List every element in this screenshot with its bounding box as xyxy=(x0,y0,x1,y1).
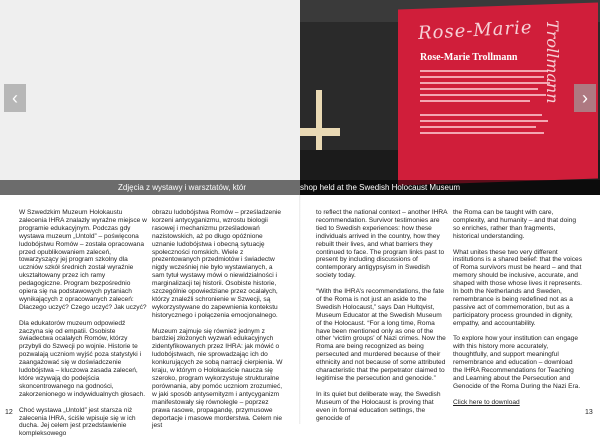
right-column-2 xyxy=(453,209,583,406)
caption-left: Zdjęcia z wystawy i warsztatów, któr xyxy=(118,183,247,192)
paragraph: Muzeum zajmuje się również jednym z bardziej złożonych wyzwań edukacyjnych zidentyfikowanych przez IHRA: jak mówić o ludobójstwach, nie sprowadzając ich do konkurujących ze sobą narracji cierpienia. W kraju, w którym o Holokauście naucza się szeroko, program wykorzystuje strukturalne porównania, aby pomóc uczniom zrozumieć, w jaki sposób antysemityzm i antycyganizm manifestowały się równolegle – poprzez prawa rasowe, propagandę, przymusowe deportacje i masowe morderstwa. Celem nie jest xyxy=(152,327,283,430)
paragraph: To explore how your institution can engage with this history more accurately, thoughtfully, and support meaningful remembrance and education – download the IHRA Recommendations for Teaching and Learning about the Persecution and Genocide of the Roma During the Nazi Era. xyxy=(453,335,581,390)
photo-shelf-post xyxy=(316,90,322,150)
paragraph: “With the IHRA’s recommendations, the fate of the Roma is not just an aside to the Swedish Holocaust,” says Dan Hultqvist, Museum Educator at the Swedish Museum of the Holocaust. “For a long time, Roma have been mentioned only as one of the other ‘victim groups’ of Nazi crimes. Now the Roma are being recognized as being persecuted and murdered because of their ethnicity and not because of some attributed characteristic that the perpetrator claimed to legitimise the persecution and genocide.” xyxy=(316,288,446,383)
paragraph: Dla edukatorów muzeum odpowiedź zaczyna się od empatii. Osobiste świadectwa ocalałych Romów, którzy przybyli do Szwecji po wojnie. Historie te pozwalają uczniom wyjść poza statystyki i zaangażować się w doświadczenie ludobójstwa – kluczowa zasada zaleceń, które wzywają do podejścia skoncentrowanego na godności, zakorzenionego w indywidualnych głosach. xyxy=(19,319,146,398)
page-number-right: 13 xyxy=(585,409,593,416)
exhibition-photo xyxy=(300,0,600,195)
paragraph: to reflect the national context – another IHRA recommendation. Survivor testimonies are tied to Swedish experiences: how these individuals arrived in the country, how they rebuilt their lives, and what barriers they continued to face. The program links past to present by including discussions of contemporary antigypsyism in Swedish society today. xyxy=(316,209,448,280)
panel-name: Rose-Marie Trollmann xyxy=(420,52,518,63)
paragraph: Choć wystawa „Untold” jest starsza niż zalecenia IHRA, ściśle wpisuje się w ich ducha. Jej celem jest przedstawienie kompleksowego xyxy=(19,406,136,438)
paragraph: obrazu ludobójstwa Romów – prześladzenie korzeni antycyganizmu, wzrostu biologii rasowej i mechanizmu prześladowań nazistowskich, aż po długo opóźnione uznanie ludobójstwa i obecną sytuację społeczności romskich. Wiele z prezentowanych przedmiotów i świadectw nigdy wcześniej nie było wystawianych, a sam tytuł wystawy mówi o niewidzialności i marginalizacji tej historii. Osobiste historie, szczególnie opowiedziane przez ocalałych, którzy znaleźli schronienie w Szwecji, są wykorzystywane do zapewnienia kontekstu historycznego i połączenia emocjonalnego. xyxy=(152,209,282,319)
page-spine xyxy=(299,195,301,424)
left-column-1 xyxy=(19,209,147,438)
panel-side-script: Trollmann xyxy=(543,20,562,104)
paragraph: What unites these two very different institutions is a shared belief: that the voices of Roma survivors must be heard – and that memory should be inclusive, accurate, and shaped with those whose lives it represents. In both the Netherlands and Sweden, remembrance is being redefined not as a passive act of commemoration, but as a participatory process grounded in dignity, empathy, and accountability. xyxy=(453,248,583,327)
left-page-image xyxy=(0,0,300,195)
panel-text-lines xyxy=(420,70,550,138)
right-column-1 xyxy=(316,209,448,422)
download-link[interactable]: Click here to download xyxy=(453,398,520,406)
previous-arrow-icon[interactable]: ‹ xyxy=(4,84,26,112)
page-number-left: 12 xyxy=(5,409,13,416)
next-arrow-icon[interactable]: › xyxy=(574,84,596,112)
panel-script-title: Rose-Marie xyxy=(417,17,534,44)
paragraph: W Szwedzkim Muzeum Holokaustu zalecenia IHRA znalazły wyraźne miejsce w programie edukacyjnym. Podczas gdy wystawa muzeum „Untold” – poświęcona ludobójstwu Romów – została opracowana przed opublikowaniem zaleceń, towarzyszący jej program szkolny dla uczniów szkół średnich został wyraźnie ukształtowany przez ich ramy pedagogiczne. Program bezpośrednio opiera się na podstawowych pytaniach wynikających z opracowanych zaleceń: Dlaczego uczyć? Czego uczyć? Jak uczyć? xyxy=(19,209,147,311)
paragraph: In its quiet but deliberate way, the Swedish Museum of the Holocaust is proving that even in formal education settings, the genocide of xyxy=(316,390,441,422)
paragraph: the Roma can be taught with care, complexity, and humanity – and that doing so enriches, rather than fragments, historical understanding. xyxy=(453,209,577,240)
photo-caption-bar xyxy=(0,180,600,195)
left-column-2 xyxy=(152,209,284,430)
caption-right: shop held at the Swedish Holocaust Museum xyxy=(300,183,461,192)
photo-shelf xyxy=(300,128,340,136)
